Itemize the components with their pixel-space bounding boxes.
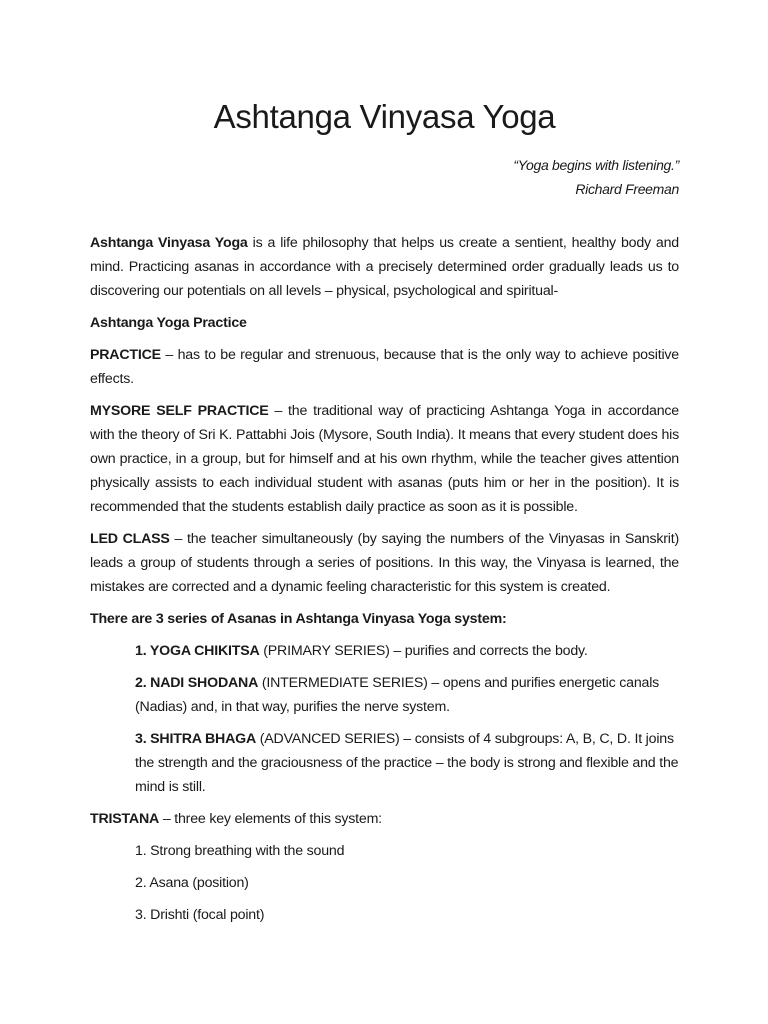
intro-lead: Ashtanga Vinyasa Yoga xyxy=(90,235,248,251)
series-item-text: (ADVANCED SERIES) – consists of 4 subgroups: A, B, C, D. It joins the strength and the graciousness of the practice – the body is strong and flexible and the mind is still. xyxy=(135,731,679,795)
tristana-item: 3. Drishti (focal point) xyxy=(135,907,265,923)
led-class-text: – the teacher simultaneously (by saying the numbers of the Vinyasas in Sanskrit) leads a group of students through a series of positions. In this way, the Vinyasa is learned, the mistakes are corrected and a dynamic feeling characteristic for this system is created. xyxy=(90,531,679,595)
mysore-text: – the traditional way of practicing Ashtanga Yoga in accordance with the theory of Sri K. Pattabhi Jois (Mysore, South India). It means that every student does his own practice, in a group, but for himself and at his own rhythm, while the teacher gives attention physically assists to each individual student with asanas (puts him or her in the position). It is recommended that the students establish daily practice as soon as it is possible. xyxy=(90,403,679,515)
tristana-item: 1. Strong breathing with the sound xyxy=(135,843,345,859)
tristana-paragraph xyxy=(90,807,679,831)
mysore-lead: MYSORE SELF PRACTICE xyxy=(90,403,269,419)
intro-text: is a life philosophy that helps us create a sentient, healthy body and mind. Practicing asanas in accordance with a precisely determined order gradually leads us to discovering our potentials on all levels – physical, psychological and spiritual- xyxy=(90,235,680,299)
section-heading xyxy=(90,311,679,335)
led-class-paragraph xyxy=(90,527,679,599)
document-body xyxy=(90,231,679,935)
series-item-lead: 3. SHITRA BHAGA xyxy=(135,731,257,747)
series-item xyxy=(135,727,679,799)
intro-paragraph xyxy=(90,231,679,303)
epigraph-quote: “Yoga begins with listening.” xyxy=(513,157,679,173)
practice-lead: PRACTICE xyxy=(90,347,161,363)
section-heading-text: Ashtanga Yoga Practice xyxy=(90,315,247,331)
series-item-text: (INTERMEDIATE SERIES) – opens and purifies energetic canals (Nadias) and, in that way, purifies the nerve system. xyxy=(135,675,660,715)
tristana-text: – three key elements of this system: xyxy=(159,811,382,827)
epigraph-author: Richard Freeman xyxy=(575,181,679,197)
series-item xyxy=(135,639,679,663)
series-item xyxy=(135,671,679,719)
document-title: Ashtanga Vinyasa Yoga xyxy=(213,98,556,135)
led-class-lead: LED CLASS xyxy=(90,531,170,547)
mysore-paragraph xyxy=(90,399,679,519)
series-item-text: (PRIMARY SERIES) – purifies and corrects the body. xyxy=(259,643,588,659)
epigraph xyxy=(513,153,679,201)
series-heading-text: There are 3 series of Asanas in Ashtanga Vinyasa Yoga system: xyxy=(90,611,507,627)
practice-text: – has to be regular and strenuous, because that is the only way to achieve positive effects. xyxy=(90,347,679,387)
practice-paragraph xyxy=(90,343,679,391)
series-heading xyxy=(90,607,679,631)
series-item-lead: 2. NADI SHODANA xyxy=(135,675,259,691)
series-item-lead: 1. YOGA CHIKITSA xyxy=(135,643,260,659)
tristana-lead: TRISTANA xyxy=(90,811,160,827)
tristana-item: 2. Asana (position) xyxy=(135,875,249,891)
